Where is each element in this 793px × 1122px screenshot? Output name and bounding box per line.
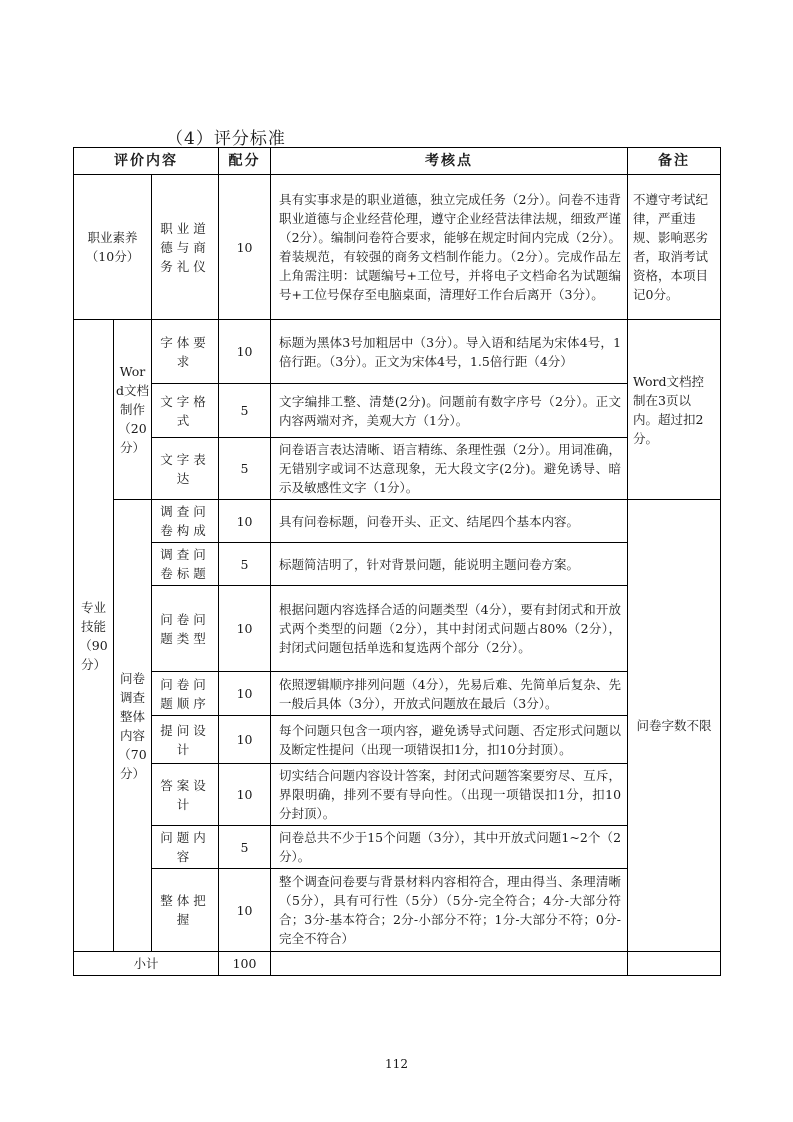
total-remark-empty — [628, 952, 721, 976]
category-skills: 专业技能（90分） — [74, 320, 114, 952]
item-label: 整体把握 — [152, 869, 219, 952]
item-score: 10 — [219, 586, 271, 672]
item-label: 文字格式 — [152, 384, 219, 438]
item-label: 问卷问题顺序 — [152, 672, 219, 716]
table-header-row — [74, 148, 721, 175]
item-score: 10 — [219, 175, 271, 320]
total-score: 100 — [219, 952, 271, 976]
item-points: 标题为黑体3号加粗居中（3分）。导入语和结尾为宋体4号，1倍行距。（3分）。正文为宋体4号，1.5倍行距（4分） — [271, 320, 628, 384]
item-label: 职业道德与商务礼仪 — [152, 175, 219, 320]
item-score: 5 — [219, 826, 271, 869]
header-remark: 备注 — [628, 148, 721, 175]
item-score: 5 — [219, 543, 271, 586]
item-points: 依照逻辑顺序排列问题（4分），先易后难、先简单后复杂、先一般后具体（3分），开放式问题放在最后（3分）。 — [271, 672, 628, 716]
group-survey: 问卷调查整体内容（70分） — [114, 500, 152, 952]
table-row — [74, 672, 721, 716]
table-row-professionalism — [74, 175, 721, 320]
page-number: 112 — [385, 1057, 408, 1071]
item-label: 提问设计 — [152, 716, 219, 764]
item-label: 字体要求 — [152, 320, 219, 384]
table-row — [74, 586, 721, 672]
remark-word: Word文档控制在3页以内。超过扣2分。 — [628, 320, 721, 500]
item-points: 整个调查问卷要与背景材料内容相符合，理由得当、条理清晰（5分），具有可行性（5分）（5分-完全符合；4分-大部分符合；3分-基本符合；2分-小部分不符；1分-大部分不符；0分-完全不符合） — [271, 869, 628, 952]
item-points: 每个问题只包含一项内容，避免诱导式问题、否定形式问题以及断定性提问（出现一项错误扣1分，扣10分封顶）。 — [271, 716, 628, 764]
header-points: 考核点 — [271, 148, 628, 175]
table-row — [74, 543, 721, 586]
total-label: 小计 — [74, 952, 219, 976]
item-points: 问卷总共不少于15个问题（3分），其中开放式问题1~2个（2分）。 — [271, 826, 628, 869]
item-points: 问卷语言表达清晰、语言精练、条理性强（2分）。用词准确，无错别字或词不达意现象，无大段文字(2分)。避免诱导、暗示及敏感性文字（1分）。 — [271, 438, 628, 500]
item-score: 10 — [219, 500, 271, 543]
table-row-total — [74, 952, 721, 976]
table-row — [74, 764, 721, 826]
table-row — [74, 320, 721, 384]
table-row — [74, 438, 721, 500]
table-row — [74, 500, 721, 543]
item-score: 10 — [219, 869, 271, 952]
item-label: 文字表达 — [152, 438, 219, 500]
item-label: 调查问卷标题 — [152, 543, 219, 586]
item-score: 10 — [219, 764, 271, 826]
item-points: 具有问卷标题，问卷开头、正文、结尾四个基本内容。 — [271, 500, 628, 543]
item-score: 10 — [219, 672, 271, 716]
header-score: 配分 — [219, 148, 271, 175]
group-word: Word文档制作（20分） — [114, 320, 152, 500]
item-points: 根据问题内容选择合适的问题类型（4分），要有封闭式和开放式两个类型的问题（2分），其中封闭式问题占80%（2分），封闭式问题包括单选和复选两个部分（2分）。 — [271, 586, 628, 672]
item-points: 切实结合问题内容设计答案，封闭式问题答案要穷尽、互斥，界限明确，排列不要有导向性。（出现一项错误扣1分，扣10分封顶）。 — [271, 764, 628, 826]
table-row — [74, 716, 721, 764]
item-points: 文字编排工整、清楚(2分)。问题前有数字序号（2分）。正文内容两端对齐，美观大方（1分）。 — [271, 384, 628, 438]
item-score: 5 — [219, 438, 271, 500]
item-points: 标题简洁明了，针对背景问题，能说明主题问卷方案。 — [271, 543, 628, 586]
item-score: 5 — [219, 384, 271, 438]
item-score: 10 — [219, 716, 271, 764]
header-content: 评价内容 — [74, 148, 219, 175]
total-points-empty — [271, 952, 628, 976]
table-row — [74, 869, 721, 952]
remark-professionalism: 不遵守考试纪律，严重违规、影响恶劣者，取消考试资格，本项目记0分。 — [628, 175, 721, 320]
category-professionalism: 职业素养（10分） — [74, 175, 152, 320]
table-row — [74, 826, 721, 869]
table-row — [74, 384, 721, 438]
section-title: （4）评分标准 — [166, 129, 286, 149]
scoring-table — [73, 147, 721, 976]
remark-survey: 问卷字数不限 — [628, 500, 721, 952]
item-label: 答案设计 — [152, 764, 219, 826]
item-score: 10 — [219, 320, 271, 384]
item-label: 问题内容 — [152, 826, 219, 869]
item-label: 问卷问题类型 — [152, 586, 219, 672]
item-label: 调查问卷构成 — [152, 500, 219, 543]
item-points: 具有实事求是的职业道德，独立完成任务（2分）。问卷不违背职业道德与企业经营伦理，遵守企业经营法律法规，细致严谨（2分）。编制问卷符合要求，能够在规定时间内完成（2分）。着装规范，有较强的商务文档制作能力。（2分）。完成作品左上角需注明：试题编号+工位号，并将电子文档命名为试题编号+工位号保存至电脑桌面，清理好工作台后离开（3分）。 — [271, 175, 628, 320]
